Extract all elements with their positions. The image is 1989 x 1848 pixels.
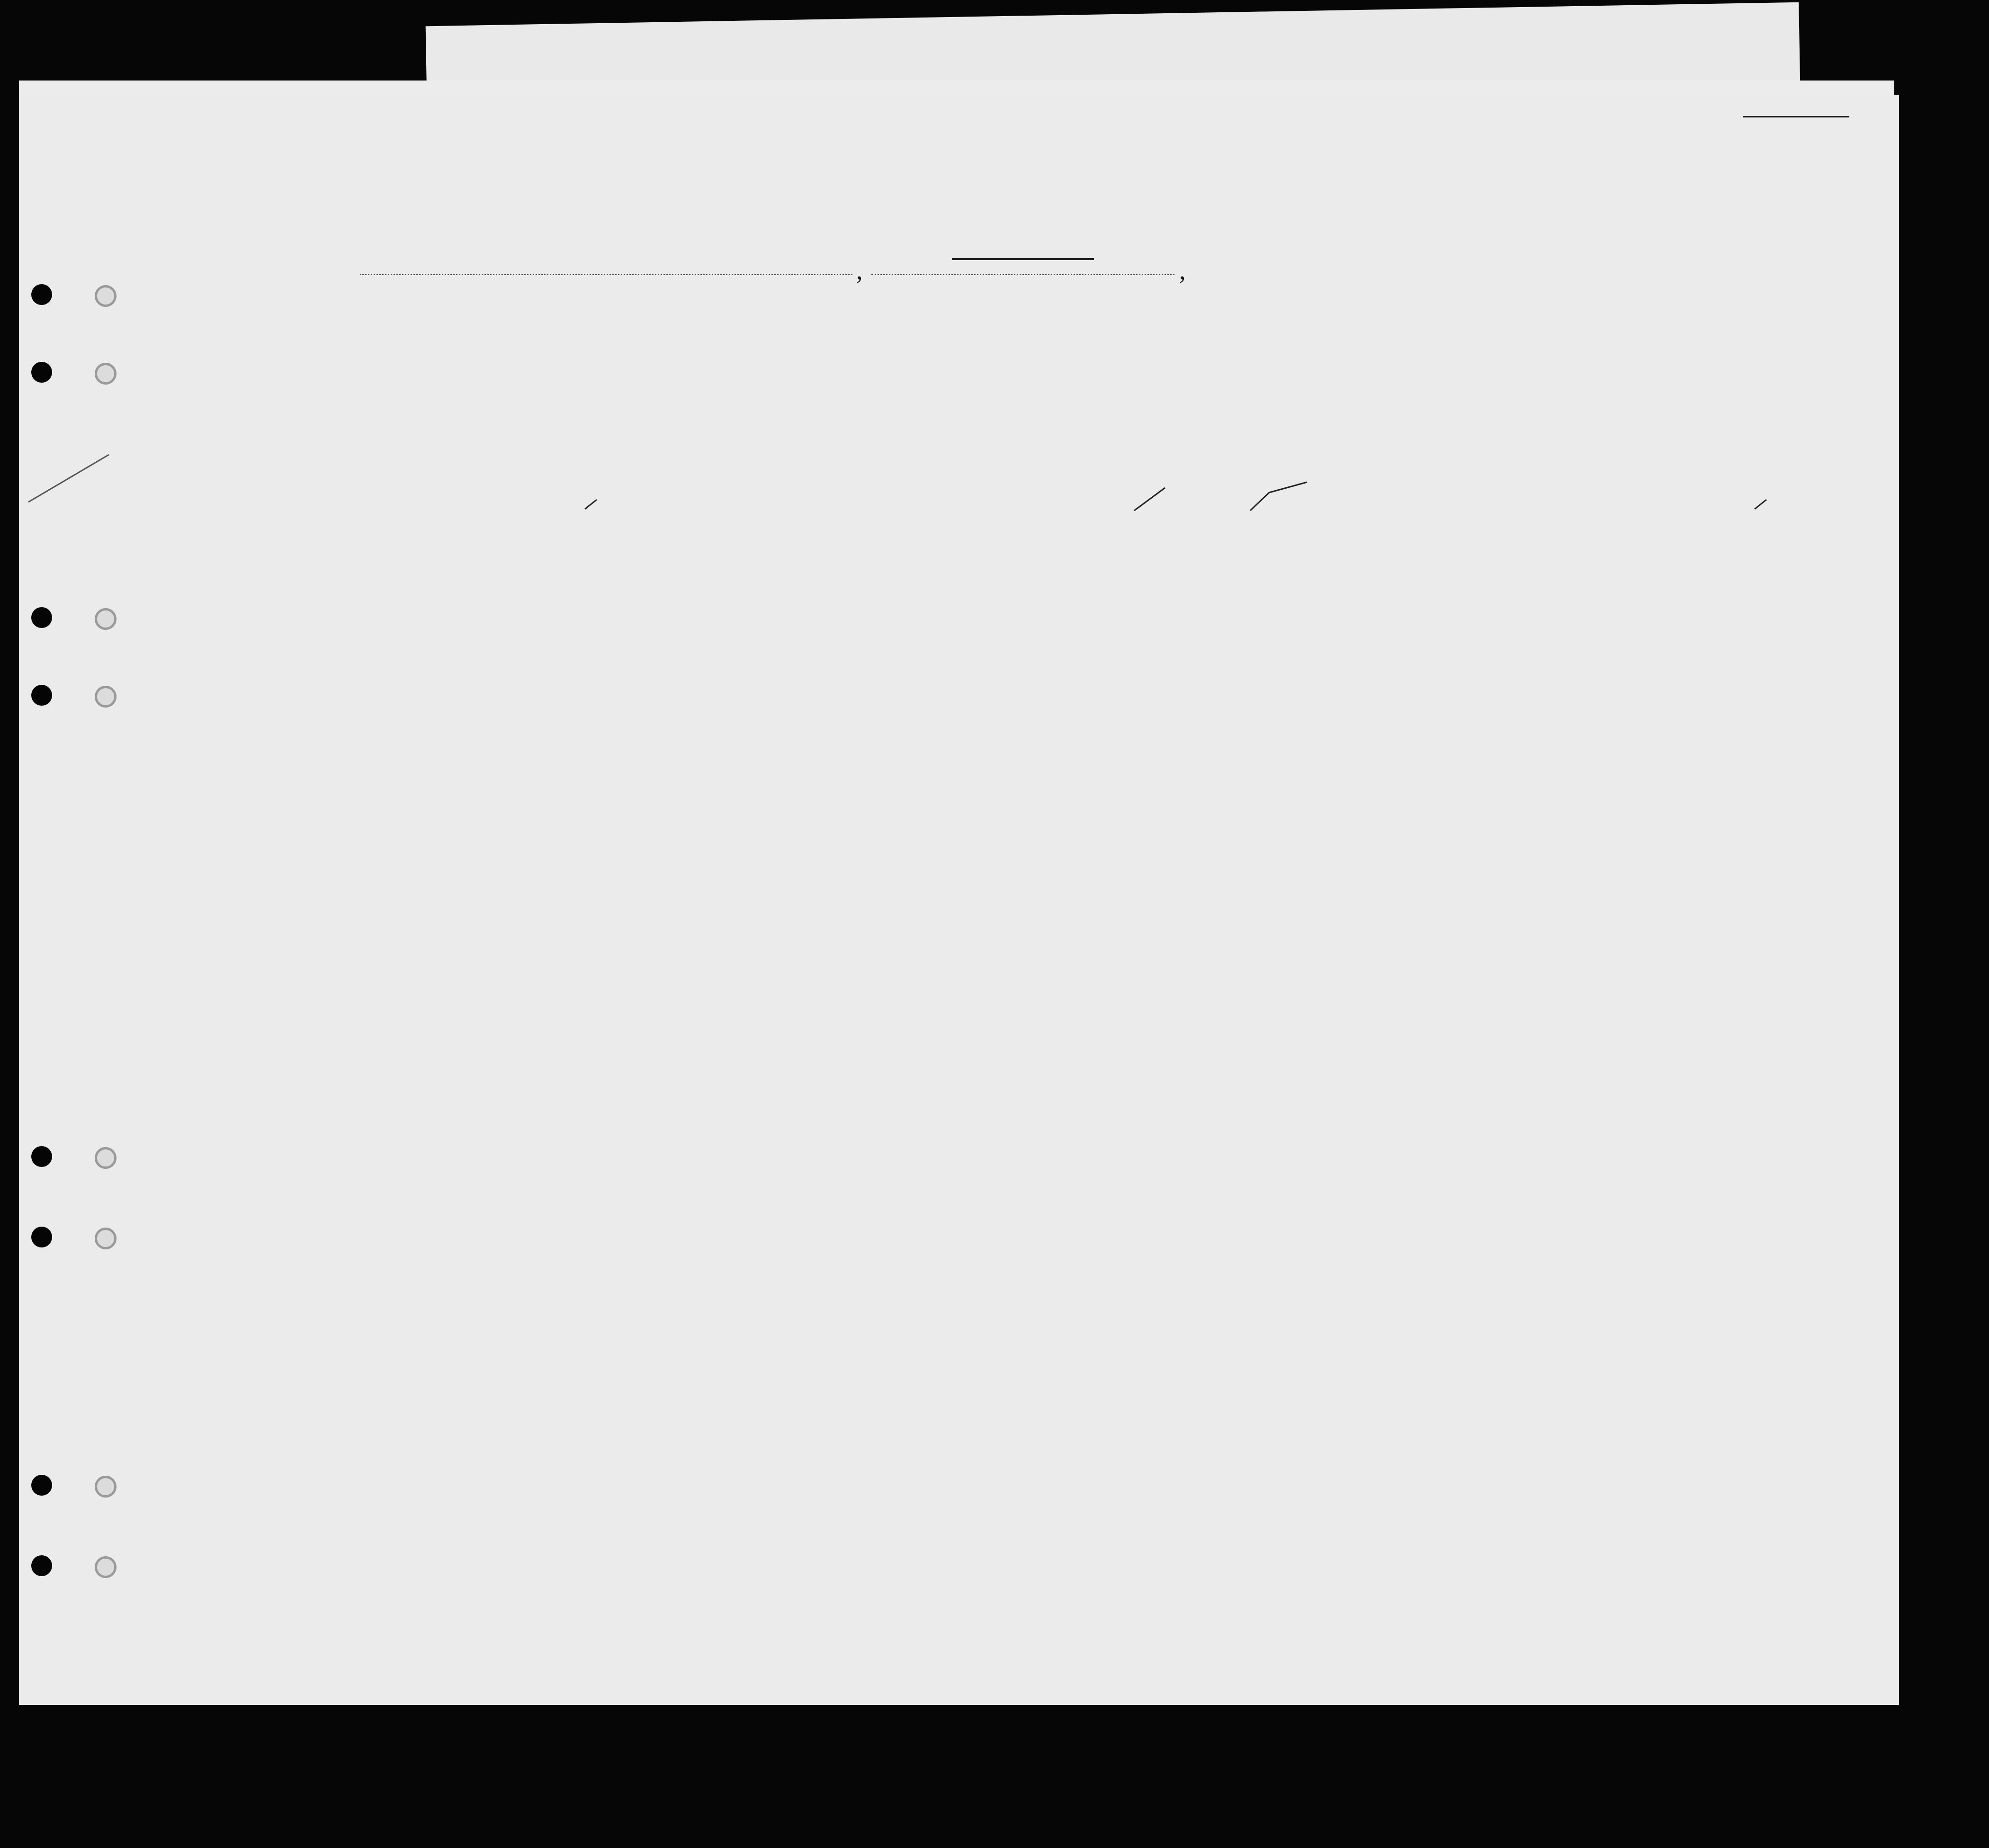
comma: ,	[856, 256, 863, 285]
check-mark	[28, 455, 109, 502]
check-mark	[1269, 482, 1307, 493]
check-mark	[1250, 493, 1269, 511]
check-mark	[1755, 500, 1766, 509]
comma: ,	[1179, 256, 1186, 285]
check-mark	[585, 500, 597, 509]
check-mark	[1134, 488, 1165, 511]
